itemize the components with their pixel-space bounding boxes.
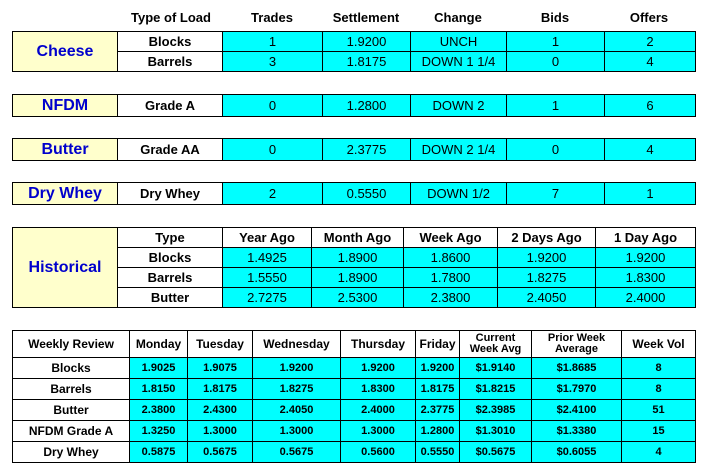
historical-value: 1.8300 xyxy=(596,268,696,288)
historical-header: Month Ago xyxy=(312,228,404,248)
cheese-settlement: 1.9200 xyxy=(323,32,411,52)
table-row xyxy=(13,379,696,400)
weekly-value: $0.6055 xyxy=(532,442,622,463)
weekly-value: 51 xyxy=(622,400,696,421)
table-row xyxy=(13,421,696,442)
weekly-value: 2.4000 xyxy=(341,400,416,421)
weekly-value: 1.8175 xyxy=(188,379,253,400)
historical-value: 2.7275 xyxy=(223,288,312,308)
dry-whey-label: Dry Whey xyxy=(13,183,118,205)
weekly-value: 2.3800 xyxy=(130,400,188,421)
table-row xyxy=(13,400,696,421)
nfdm-bids: 1 xyxy=(507,95,605,117)
weekly-value: 1.3000 xyxy=(188,421,253,442)
weekly-value: $1.7970 xyxy=(532,379,622,400)
historical-type: Butter xyxy=(118,288,223,308)
cheese-type: Barrels xyxy=(118,52,223,72)
nfdm-change: DOWN 2 xyxy=(411,95,507,117)
weekly-value: 8 xyxy=(622,379,696,400)
table-row xyxy=(13,358,696,379)
historical-value: 2.4000 xyxy=(596,288,696,308)
historical-value: 1.9200 xyxy=(498,248,596,268)
table-row xyxy=(13,228,696,248)
weekly-product: Blocks xyxy=(13,358,130,379)
weekly-value: $2.4100 xyxy=(532,400,622,421)
header-offers: Offers xyxy=(629,10,669,25)
nfdm-trades: 0 xyxy=(223,95,323,117)
weekly-product: Barrels xyxy=(13,379,130,400)
weekly-value: 0.5675 xyxy=(188,442,253,463)
dry-whey-table xyxy=(12,182,696,205)
nfdm-settlement: 1.2800 xyxy=(323,95,411,117)
weekly-value: 0.5600 xyxy=(341,442,416,463)
header-bids: Bids xyxy=(540,10,570,25)
cheese-label: Cheese xyxy=(13,32,118,72)
weekly-value: 1.8300 xyxy=(341,379,416,400)
weekly-product: Butter xyxy=(13,400,130,421)
weekly-value: $1.9140 xyxy=(460,358,532,379)
weekly-header: Prior Week Average xyxy=(532,331,622,358)
weekly-value: 1.8275 xyxy=(253,379,341,400)
weekly-product: NFDM Grade A xyxy=(13,421,130,442)
weekly-header: Wednesday xyxy=(253,331,341,358)
weekly-value: 2.4300 xyxy=(188,400,253,421)
weekly-value: 1.9200 xyxy=(416,358,460,379)
header-type-of-load: Type of Load xyxy=(131,10,211,25)
weekly-value: 2.3775 xyxy=(416,400,460,421)
weekly-value: 1.3000 xyxy=(341,421,416,442)
weekly-value: 1.3000 xyxy=(253,421,341,442)
cheese-trades: 3 xyxy=(223,52,323,72)
dry-whey-offers: 1 xyxy=(605,183,696,205)
cheese-table xyxy=(12,31,696,72)
weekly-value: 1.9200 xyxy=(253,358,341,379)
cheese-trades: 1 xyxy=(223,32,323,52)
historical-value: 1.8900 xyxy=(312,248,404,268)
historical-value: 2.4050 xyxy=(498,288,596,308)
historical-header: Type xyxy=(118,228,223,248)
dry-whey-trades: 2 xyxy=(223,183,323,205)
table-row xyxy=(13,442,696,463)
weekly-product: Dry Whey xyxy=(13,442,130,463)
historical-value: 1.8900 xyxy=(312,268,404,288)
historical-value: 1.5550 xyxy=(223,268,312,288)
historical-header: Year Ago xyxy=(223,228,312,248)
weekly-header: Current Week Avg xyxy=(460,331,532,358)
weekly-value: 15 xyxy=(622,421,696,442)
weekly-value: 1.8150 xyxy=(130,379,188,400)
weekly-header: Weekly Review xyxy=(13,331,130,358)
dry-whey-bids: 7 xyxy=(507,183,605,205)
cheese-bids: 1 xyxy=(507,32,605,52)
weekly-value: 0.5675 xyxy=(253,442,341,463)
nfdm-type: Grade A xyxy=(118,95,223,117)
dry-whey-change: DOWN 1/2 xyxy=(411,183,507,205)
weekly-header: Thursday xyxy=(341,331,416,358)
nfdm-label: NFDM xyxy=(13,95,118,117)
table-row xyxy=(13,95,696,117)
weekly-header: Week Vol xyxy=(622,331,696,358)
nfdm-table xyxy=(12,94,696,117)
historical-value: 1.8275 xyxy=(498,268,596,288)
weekly-value: $0.5675 xyxy=(460,442,532,463)
weekly-value: 1.2800 xyxy=(416,421,460,442)
weekly-value: $1.8215 xyxy=(460,379,532,400)
historical-value: 1.8600 xyxy=(404,248,498,268)
historical-value: 1.4925 xyxy=(223,248,312,268)
dry-whey-settlement: 0.5550 xyxy=(323,183,411,205)
weekly-value: 8 xyxy=(622,358,696,379)
table-row xyxy=(13,331,696,358)
header-trades: Trades xyxy=(251,10,293,25)
butter-table xyxy=(12,138,696,161)
historical-type: Barrels xyxy=(118,268,223,288)
historical-header: Week Ago xyxy=(404,228,498,248)
historical-header: 1 Day Ago xyxy=(596,228,696,248)
butter-settlement: 2.3775 xyxy=(323,139,411,161)
weekly-value: 1.9025 xyxy=(130,358,188,379)
table-row xyxy=(13,32,696,52)
weekly-value: 1.8175 xyxy=(416,379,460,400)
butter-type: Grade AA xyxy=(118,139,223,161)
weekly-header: Tuesday xyxy=(188,331,253,358)
table-row xyxy=(13,139,696,161)
historical-header: 2 Days Ago xyxy=(498,228,596,248)
weekly-header: Monday xyxy=(130,331,188,358)
weekly-value: 0.5550 xyxy=(416,442,460,463)
cheese-type: Blocks xyxy=(118,32,223,52)
weekly-value: $1.3380 xyxy=(532,421,622,442)
dry-whey-type: Dry Whey xyxy=(118,183,223,205)
cheese-offers: 2 xyxy=(605,32,696,52)
weekly-value: 1.3250 xyxy=(130,421,188,442)
historical-label: Historical xyxy=(13,228,118,308)
cheese-settlement: 1.8175 xyxy=(323,52,411,72)
butter-bids: 0 xyxy=(507,139,605,161)
weekly-value: 1.9200 xyxy=(341,358,416,379)
butter-trades: 0 xyxy=(223,139,323,161)
header-change: Change xyxy=(434,10,482,25)
historical-value: 2.5300 xyxy=(312,288,404,308)
historical-type: Blocks xyxy=(118,248,223,268)
cheese-bids: 0 xyxy=(507,52,605,72)
weekly-value: 0.5875 xyxy=(130,442,188,463)
historical-table xyxy=(12,227,696,308)
historical-value: 1.9200 xyxy=(596,248,696,268)
header-settlement: Settlement xyxy=(332,10,400,25)
butter-change: DOWN 2 1/4 xyxy=(411,139,507,161)
cheese-offers: 4 xyxy=(605,52,696,72)
weekly-value: $2.3985 xyxy=(460,400,532,421)
butter-offers: 4 xyxy=(605,139,696,161)
weekly-value: $1.8685 xyxy=(532,358,622,379)
table-row xyxy=(13,183,696,205)
weekly-header: Friday xyxy=(416,331,460,358)
historical-value: 1.7800 xyxy=(404,268,498,288)
cheese-change: UNCH xyxy=(411,32,507,52)
weekly-review-table xyxy=(12,330,696,463)
weekly-value: $1.3010 xyxy=(460,421,532,442)
butter-label: Butter xyxy=(13,139,118,161)
weekly-value: 4 xyxy=(622,442,696,463)
weekly-value: 2.4050 xyxy=(253,400,341,421)
historical-value: 2.3800 xyxy=(404,288,498,308)
nfdm-offers: 6 xyxy=(605,95,696,117)
cheese-change: DOWN 1 1/4 xyxy=(411,52,507,72)
weekly-value: 1.9075 xyxy=(188,358,253,379)
